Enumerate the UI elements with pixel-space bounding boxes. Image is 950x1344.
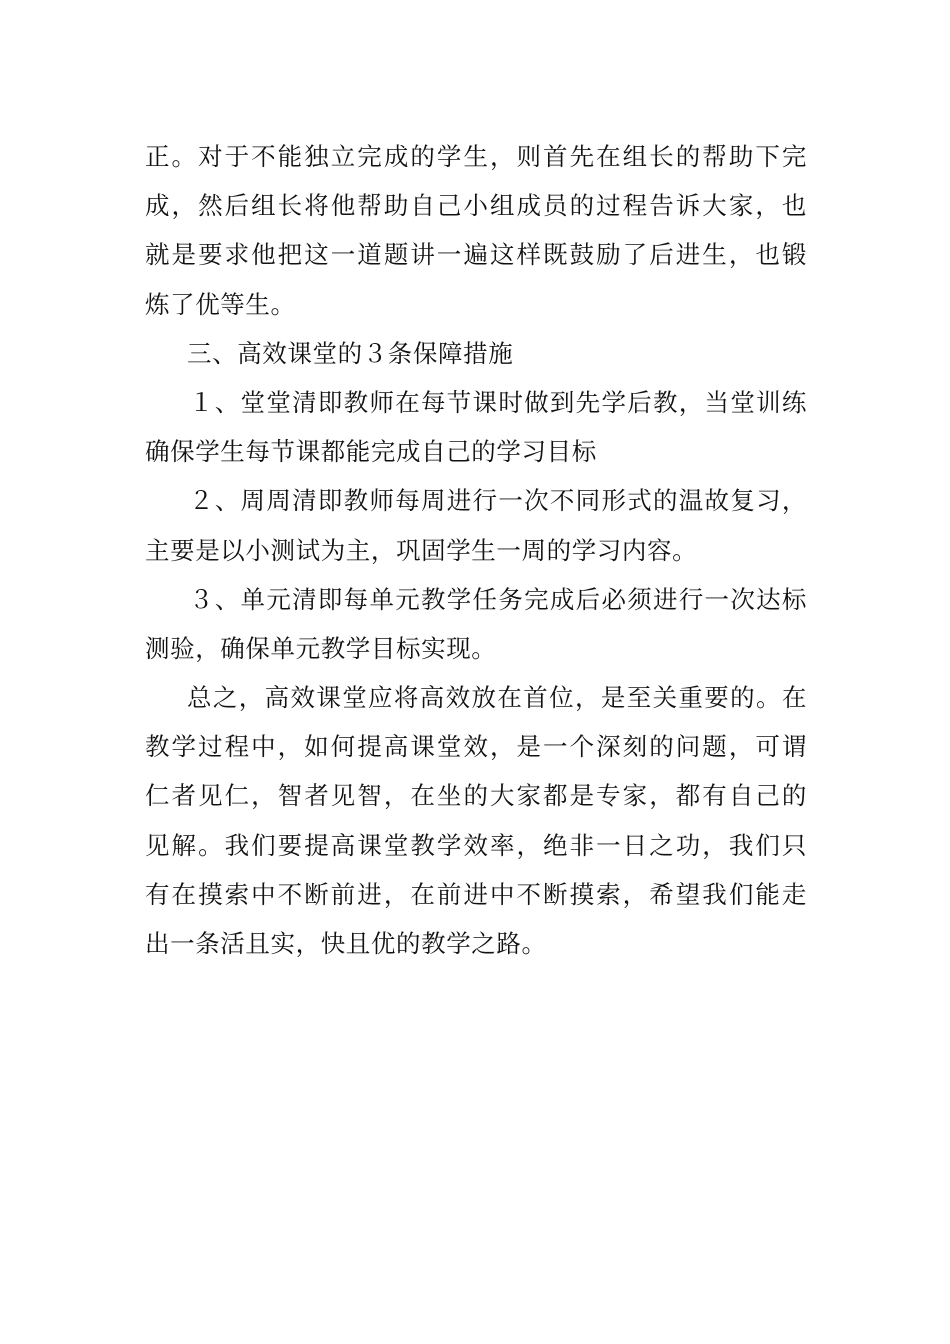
text-line: 成，然后组长将他帮助自己小组成员的过程告诉大家，也	[145, 191, 807, 221]
list-item-2-line: ２、周周清即教师每周进行一次不同形式的温故复习，	[189, 486, 807, 516]
conclusion-line: 仁者见仁，智者见智，在坐的大家都是专家，都有自己的	[145, 781, 807, 811]
text-line: 正。对于不能独立完成的学生，则首先在组长的帮助下完	[145, 142, 807, 171]
text-line: 炼了优等生。	[145, 289, 296, 319]
body-text	[145, 132, 807, 968]
list-item-3-line: 测验，确保单元教学目标实现。	[145, 633, 497, 663]
text-line: 就是要求他把这一道题讲一遍这样既鼓励了后进生，也锻	[145, 240, 807, 270]
conclusion-line: 总之，高效课堂应将高效放在首位，是至关重要的。在	[187, 683, 807, 713]
list-item-3-line: ３、单元清即每单元教学任务完成后必须进行一次达标	[189, 584, 807, 614]
list-item-1-line: 确保学生每节课都能完成自己的学习目标	[145, 437, 597, 467]
section-heading: 三、高效课堂的３条保障措施	[187, 338, 514, 368]
list-item-2-line: 主要是以小测试为主，巩固学生一周的学习内容。	[145, 535, 698, 565]
conclusion-line: 出一条活且实，快且优的教学之路。	[145, 929, 547, 958]
conclusion-line: 有在摸索中不断前进，在前进中不断摸索，希望我们能走	[145, 879, 807, 909]
list-item-1-line: １、堂堂清即教师在每节课时做到先学后教，当堂训练	[189, 387, 807, 417]
conclusion-line: 见解。我们要提高课堂教学效率，绝非一日之功，我们只	[145, 830, 807, 860]
conclusion-line: 教学过程中，如何提高课堂效，是一个深刻的问题，可谓	[145, 732, 807, 762]
